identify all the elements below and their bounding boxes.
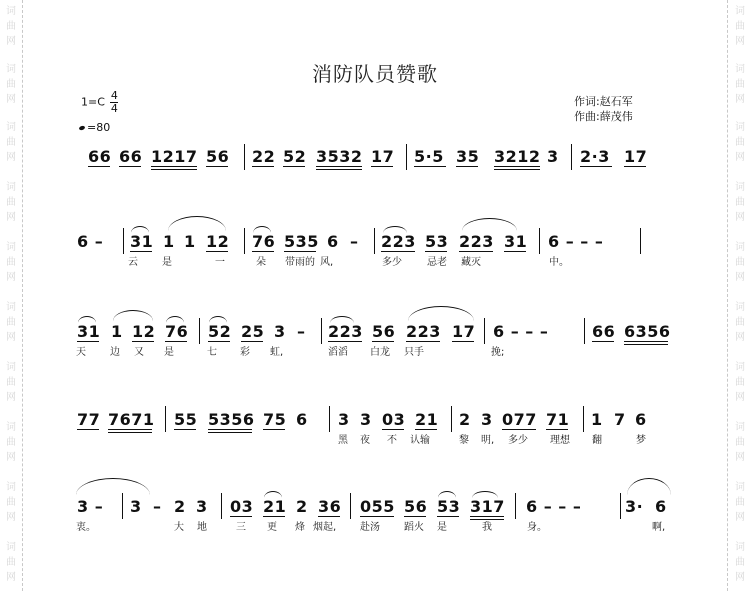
bar-line	[484, 318, 485, 344]
note-group: 055	[360, 497, 395, 516]
note-group: 5356	[208, 410, 255, 429]
note-group: 1	[591, 410, 603, 429]
note-group: 52	[283, 147, 307, 166]
underline	[77, 341, 99, 342]
underline	[494, 166, 540, 167]
note-group: 56	[206, 147, 230, 166]
watermark-group: 词 曲 网	[6, 362, 16, 403]
note-group: 223	[328, 322, 363, 341]
note-group: 1	[184, 232, 196, 251]
lyric: 赴汤	[360, 522, 380, 533]
note-group: 3212	[494, 147, 541, 166]
note-group: 6	[327, 232, 339, 251]
note-group: 56	[372, 322, 396, 341]
underline	[241, 341, 263, 342]
watermark-group: 词 曲 网	[735, 182, 745, 223]
watermark-group: 词 曲 网	[735, 482, 745, 523]
lyric: 朵	[256, 257, 266, 268]
lyric: 夜	[360, 435, 370, 446]
note-group: 1	[163, 232, 175, 251]
underline	[456, 166, 478, 167]
note-group: 2·3	[580, 147, 610, 166]
slur	[408, 306, 474, 321]
underline	[437, 516, 459, 517]
slur	[330, 316, 354, 323]
underline	[283, 166, 305, 167]
note-group: 53	[437, 497, 461, 516]
lyric: 认输	[410, 435, 430, 446]
slur	[472, 491, 498, 498]
slur	[462, 218, 517, 231]
lyric: 是	[437, 522, 447, 533]
underline	[206, 166, 228, 167]
watermark-group: 词 曲 网	[735, 422, 745, 463]
underline	[580, 166, 612, 167]
lyric: 衷。	[76, 522, 96, 533]
lyric: 大	[174, 522, 184, 533]
underline	[470, 516, 504, 517]
note-group: 1217	[151, 147, 198, 166]
slur	[253, 226, 271, 233]
slur	[627, 478, 671, 495]
note-group: 6 – – –	[493, 322, 549, 341]
bar-line	[123, 228, 124, 254]
lyric: 明,	[481, 435, 495, 446]
note-group: 7	[614, 410, 626, 429]
underline	[470, 519, 504, 520]
note-group: 3	[481, 410, 493, 429]
watermark-group: 词 曲 网	[6, 242, 16, 283]
lyric: 忌老	[427, 257, 447, 268]
underline	[263, 516, 285, 517]
underline	[502, 429, 536, 430]
note-group: 6 – – –	[526, 497, 582, 516]
bar-line	[244, 228, 245, 254]
watermark-group: 词 曲 网	[735, 302, 745, 343]
bar-line	[539, 228, 540, 254]
note-group: 6	[635, 410, 647, 429]
bar-line	[571, 144, 572, 170]
note-group: 31	[130, 232, 154, 251]
watermark-group: 词 曲 网	[6, 542, 16, 583]
watermark-group: 词 曲 网	[6, 302, 16, 343]
note-group: 76	[252, 232, 276, 251]
lyric: 边	[110, 347, 120, 358]
note-group: 3532	[316, 147, 363, 166]
tempo-value: =80	[87, 121, 111, 134]
underline	[414, 166, 446, 167]
underline	[328, 341, 362, 342]
bar-line	[583, 406, 584, 432]
lyric: 一	[215, 257, 225, 268]
note-group: 3·	[625, 497, 644, 516]
lyric: 是	[164, 347, 174, 358]
note-group: 03	[382, 410, 406, 429]
bar-line	[199, 318, 200, 344]
note-group: 6 –	[77, 232, 104, 251]
underline	[208, 432, 252, 433]
underline	[404, 516, 426, 517]
watermark-group: 词 曲 网	[6, 422, 16, 463]
underline	[108, 432, 152, 433]
underline	[415, 429, 437, 430]
lyric: 翻	[592, 435, 602, 446]
note-group: 12	[206, 232, 230, 251]
time-top: 4	[110, 89, 118, 102]
underline	[88, 166, 110, 167]
note-group: 3	[274, 322, 286, 341]
underline	[381, 251, 415, 252]
underline	[208, 341, 230, 342]
slur	[166, 316, 184, 323]
note-group: 223	[381, 232, 416, 251]
underline	[624, 341, 668, 342]
lyric: 风,	[320, 257, 334, 268]
lyric: 蹈火	[404, 522, 424, 533]
bar-line	[374, 228, 375, 254]
note-group: 66	[592, 322, 616, 341]
underline	[406, 341, 440, 342]
note-group: 2	[174, 497, 186, 516]
slur	[168, 216, 226, 231]
underline	[546, 429, 568, 430]
note-group: 22	[252, 147, 276, 166]
underline	[151, 169, 197, 170]
note-group: 75	[263, 410, 287, 429]
note-group: 12	[132, 322, 156, 341]
watermark-group: 词 曲 网	[6, 6, 16, 47]
underline	[318, 516, 340, 517]
bar-line	[329, 406, 330, 432]
underline	[252, 166, 274, 167]
slur	[383, 226, 407, 233]
underline	[130, 251, 152, 252]
lyric: 中。	[549, 257, 569, 268]
underline	[132, 341, 154, 342]
lyric: 云	[128, 257, 138, 268]
lyric: 多少	[508, 435, 528, 446]
watermark-group: 词 曲 网	[6, 482, 16, 523]
lyric: 挽;	[491, 347, 505, 358]
lyric: 多少	[382, 257, 402, 268]
underline	[108, 429, 152, 430]
note-group: 223	[406, 322, 441, 341]
note-group: 21	[263, 497, 287, 516]
lyric: 带雨的	[285, 257, 315, 268]
underline	[119, 166, 141, 167]
note-group: 6	[296, 410, 308, 429]
note-group: 25	[241, 322, 265, 341]
note-group: 7671	[108, 410, 155, 429]
underline	[360, 516, 394, 517]
lyric: 地	[197, 522, 207, 533]
note-group: 535	[284, 232, 319, 251]
underline	[372, 341, 394, 342]
watermark-group: 词 曲 网	[6, 182, 16, 223]
lyric: 滔滔	[328, 347, 348, 358]
underline	[208, 429, 252, 430]
note-group: 56	[404, 497, 428, 516]
slur	[78, 316, 96, 323]
underline	[316, 166, 362, 167]
lyric: 七	[207, 347, 217, 358]
underline	[284, 251, 316, 252]
bar-line	[451, 406, 452, 432]
underline	[252, 251, 274, 252]
bar-line	[640, 228, 641, 254]
watermark-group: 词 曲 网	[735, 542, 745, 583]
note-group: 3	[547, 147, 559, 166]
lyric: 理想	[550, 435, 570, 446]
bar-line	[620, 493, 621, 519]
key-label: 1=C	[81, 95, 105, 109]
underline	[206, 251, 228, 252]
underline	[371, 166, 393, 167]
lyric: 更	[267, 522, 277, 533]
bar-line	[244, 144, 245, 170]
note-group: –	[297, 322, 306, 341]
underline	[624, 166, 646, 167]
watermark-group: 词 曲 网	[735, 122, 745, 163]
note-group: 36	[318, 497, 342, 516]
lyric: 天	[76, 347, 86, 358]
note-group: 55	[174, 410, 198, 429]
note-group: 3	[338, 410, 350, 429]
note-group: 17	[371, 147, 395, 166]
underline	[382, 429, 404, 430]
lyric: 白龙	[370, 347, 390, 358]
note-group: 66	[88, 147, 112, 166]
lyricist: 作词:赵石军	[574, 95, 633, 108]
lyric: 虹,	[270, 347, 284, 358]
note-group: 17	[452, 322, 476, 341]
bar-line	[122, 493, 123, 519]
lyric: 身。	[527, 522, 547, 533]
note-group: 76	[165, 322, 189, 341]
watermark-group: 词 曲 网	[6, 122, 16, 163]
underline	[151, 166, 197, 167]
lyric: 烟起,	[313, 522, 337, 533]
underline	[452, 341, 474, 342]
bar-line	[321, 318, 322, 344]
underline	[459, 251, 493, 252]
lyric: 不	[387, 435, 397, 446]
underline	[504, 251, 526, 252]
note-group: 35	[456, 147, 480, 166]
underline	[494, 169, 540, 170]
time-bottom: 4	[110, 102, 118, 115]
bar-line	[406, 144, 407, 170]
note-group: 6	[655, 497, 667, 516]
note-group: 21	[415, 410, 439, 429]
lyric: 烽	[295, 522, 305, 533]
note-group: 66	[119, 147, 143, 166]
note-group: 03	[230, 497, 254, 516]
slur	[438, 491, 456, 498]
note-group: 17	[624, 147, 648, 166]
note-group: 1	[111, 322, 123, 341]
lyric: 是	[162, 257, 172, 268]
lyric: 只手	[404, 347, 424, 358]
note-group: 3	[130, 497, 142, 516]
lyric: 梦	[636, 435, 646, 446]
slur	[113, 310, 153, 321]
bar-line	[584, 318, 585, 344]
slur	[209, 316, 227, 323]
note-group: 77	[77, 410, 101, 429]
lyric: 黑	[338, 435, 348, 446]
lyric: 黎	[459, 435, 469, 446]
slur	[131, 226, 149, 233]
watermark-group: 词 曲 网	[6, 64, 16, 105]
slur	[76, 478, 150, 495]
note-group: 53	[425, 232, 449, 251]
bar-line	[350, 493, 351, 519]
lyric: 三	[236, 522, 246, 533]
lyric: 彩	[240, 347, 250, 358]
lyric: 又	[134, 347, 144, 358]
note-group: 6 – – –	[548, 232, 604, 251]
underline	[592, 341, 614, 342]
note-group: 52	[208, 322, 232, 341]
note-group: 223	[459, 232, 494, 251]
watermark-group: 词 曲 网	[735, 362, 745, 403]
note-group: 71	[546, 410, 570, 429]
watermark-group: 词 曲 网	[735, 242, 745, 283]
bar-line	[515, 493, 516, 519]
bar-line	[165, 406, 166, 432]
note-group: –	[350, 232, 359, 251]
song-title: 消防队员赞歌	[312, 62, 438, 86]
lyric: 啊,	[652, 522, 666, 533]
slur	[264, 491, 282, 498]
note-group: 317	[470, 497, 505, 516]
watermark-group: 词 曲 网	[735, 64, 745, 105]
bar-line	[221, 493, 222, 519]
composer: 作曲:薛茂伟	[574, 110, 633, 123]
note-group: 077	[502, 410, 537, 429]
underline	[230, 516, 252, 517]
note-group: 5·5	[414, 147, 444, 166]
underline	[425, 251, 447, 252]
note-group: 3 –	[77, 497, 104, 516]
underline	[624, 344, 668, 345]
underline	[174, 429, 196, 430]
watermark-group: 词 曲 网	[735, 6, 745, 47]
lyric: 我	[482, 522, 492, 533]
underline	[263, 429, 285, 430]
note-group: –	[153, 497, 162, 516]
underline	[165, 341, 187, 342]
note-group: 3	[196, 497, 208, 516]
note-group: 2	[296, 497, 308, 516]
underline	[77, 429, 99, 430]
underline	[316, 169, 362, 170]
note-group: 31	[77, 322, 101, 341]
note-group: 3	[360, 410, 372, 429]
note-group: 6356	[624, 322, 671, 341]
lyric: 藏灭	[461, 257, 481, 268]
note-group: 2	[459, 410, 471, 429]
note-group: 31	[504, 232, 528, 251]
